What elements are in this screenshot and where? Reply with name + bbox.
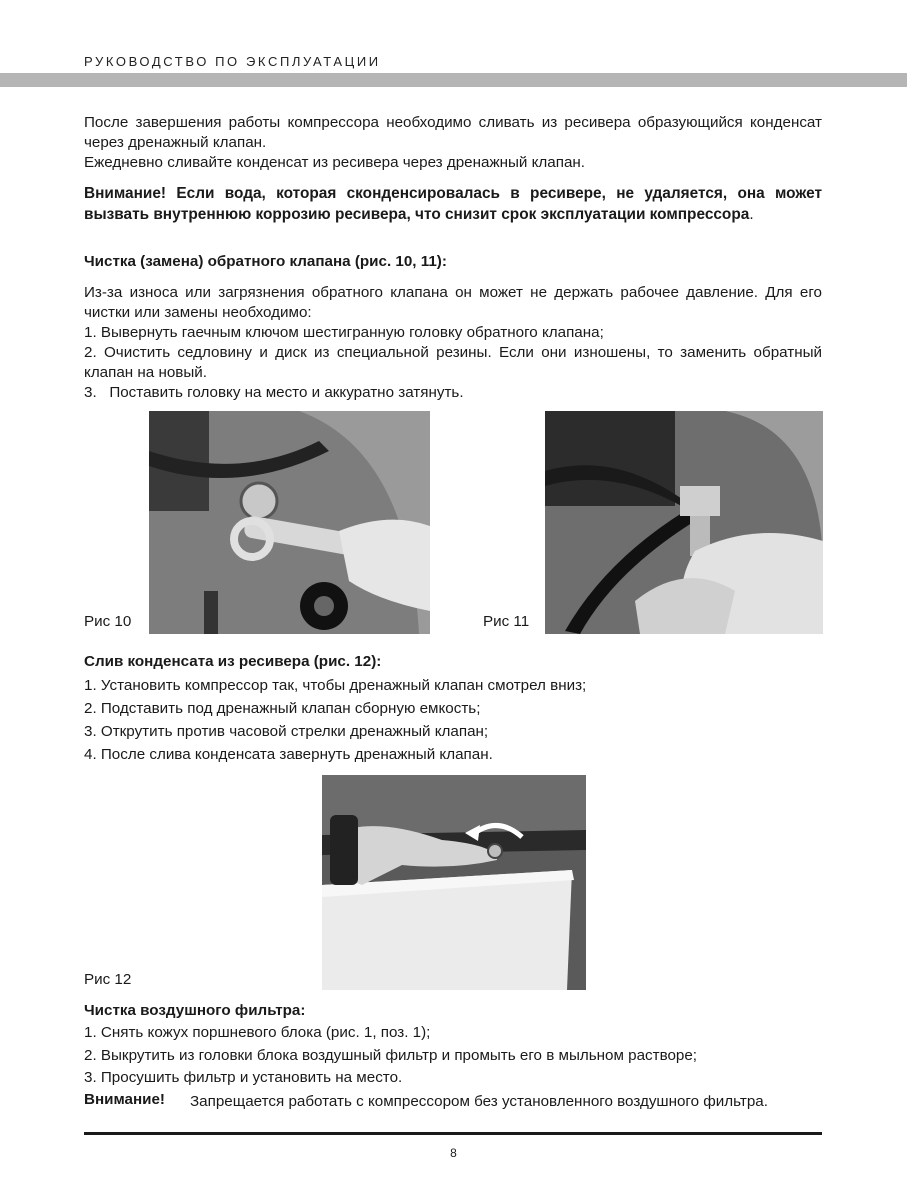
figure-12-photo [322, 775, 586, 990]
footer-rule [84, 1132, 822, 1135]
warning-condensate-text: Внимание! Если вода, которая сконденсировалась в ресивере, не удаляется, она может вызвать внутреннюю коррозию ресивера, что снизит срок эксплуатации компрессора [84, 185, 822, 223]
drain-step-1: 1. Установить компрессор так, чтобы дренажный клапан смотрел вниз; [84, 677, 587, 694]
valve-heading: Чистка (замена) обратного клапана (рис. 10, 11): [84, 253, 447, 270]
page-header-title: РУКОВОДСТВО ПО ЭКСПЛУАТАЦИИ [84, 54, 381, 69]
valve-step-1: 1. Вывернуть гаечным ключом шестигранную головку обратного клапана; [84, 324, 604, 341]
page-number: 8 [450, 1146, 457, 1160]
intro-paragraph-2: Ежедневно сливайте конденсат из ресивера через дренажный клапан. [84, 154, 586, 171]
intro-paragraph-1: После завершения работы компрессора необходимо сливать из ресивера образующийся конденсат через дренажный клапан. [84, 114, 822, 151]
drain-step-2: 2. Подставить под дренажный клапан сборную емкость; [84, 700, 481, 717]
filter-warning-text: Запрещается работать с компрессором без установленного воздушного фильтра. [190, 1093, 768, 1110]
filter-step-2: 2. Выкрутить из головки блока воздушный фильтр и промыть его в мыльном растворе; [84, 1047, 698, 1064]
figure-10-photo [149, 411, 430, 634]
filter-heading: Чистка воздушного фильтра: [84, 1002, 306, 1019]
figure-11-photo [545, 411, 823, 634]
drain-heading: Слив конденсата из ресивера (рис. 12): [84, 653, 382, 670]
filter-step-1: 1. Снять кожух поршневого блока (рис. 1, поз. 1); [84, 1024, 431, 1041]
figure-12-caption: Рис 12 [84, 971, 132, 988]
warning-condensate-end: . [749, 206, 754, 223]
warning-condensate [84, 183, 822, 225]
filter-warning-label: Внимание! [84, 1091, 165, 1108]
drain-step-3: 3. Открутить против часовой стрелки дренажный клапан; [84, 723, 489, 740]
valve-step-3: 3. Поставить головку на место и аккуратно затянуть. [84, 384, 464, 401]
filter-step-3: 3. Просушить фильтр и установить на место. [84, 1069, 403, 1086]
figure-11-caption: Рис 11 [483, 613, 530, 630]
drain-step-4: 4. После слива конденсата завернуть дренажный клапан. [84, 746, 493, 763]
valve-step-2: 2. Очистить седловину и диск из специальной резины. Если они изношены, то заменить обратный клапан на новый. [84, 344, 822, 381]
header-bar [0, 73, 907, 87]
figure-10-caption: Рис 10 [84, 613, 132, 630]
valve-intro: Из-за износа или загрязнения обратного клапана он может не держать рабочее давление. Для его чистки или замены необходимо: [84, 284, 822, 321]
